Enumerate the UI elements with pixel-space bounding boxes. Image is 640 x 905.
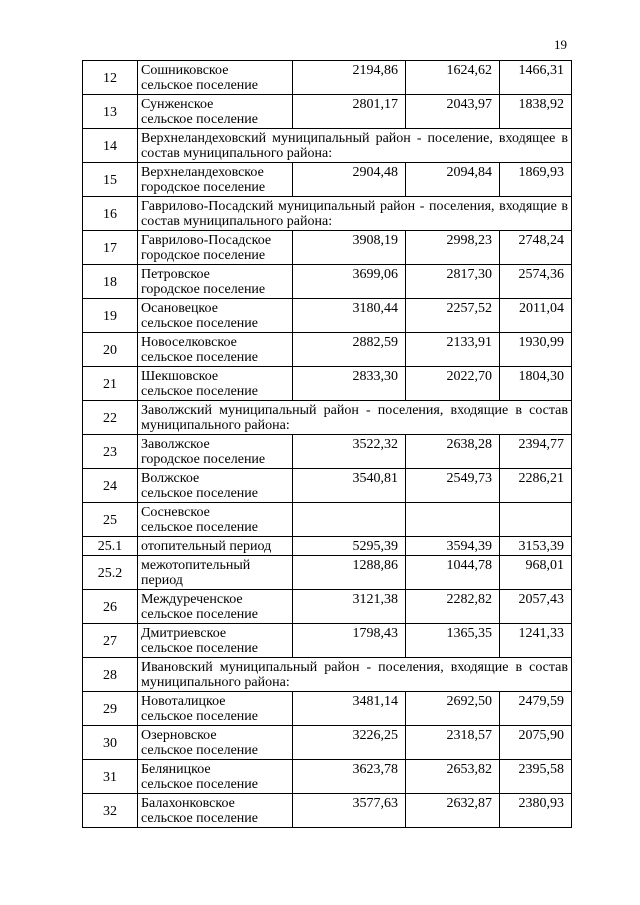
table-row xyxy=(83,624,572,658)
settlement-name xyxy=(138,624,293,658)
value-cell-1: 3522,32 xyxy=(293,435,406,469)
settlement-name-line2: городское поселение xyxy=(141,248,266,263)
settlement-name-line1: Беляницкое xyxy=(141,762,211,777)
row-number: 16 xyxy=(83,197,138,231)
row-number: 25.1 xyxy=(83,537,138,556)
settlement-name xyxy=(138,469,293,503)
value-cell-1: 3623,78 xyxy=(293,760,406,794)
settlement-name-line1: отопительный период xyxy=(141,539,272,554)
settlement-name xyxy=(138,435,293,469)
settlement-name xyxy=(138,794,293,828)
settlement-name xyxy=(138,95,293,129)
row-number: 27 xyxy=(83,624,138,658)
value-cell-2: 1624,62 xyxy=(406,61,500,95)
value-cell-1: 2833,30 xyxy=(293,367,406,401)
value-cell-1: 2882,59 xyxy=(293,333,406,367)
row-number: 25 xyxy=(83,503,138,537)
table-row xyxy=(83,367,572,401)
settlement-name-line1: Гаврилово-Посадское xyxy=(141,233,272,248)
table-row xyxy=(83,299,572,333)
row-number: 28 xyxy=(83,658,138,692)
row-number: 26 xyxy=(83,590,138,624)
value-cell-3: 3153,39 xyxy=(500,537,572,556)
value-cell-1: 2194,86 xyxy=(293,61,406,95)
value-cell-2: 2318,57 xyxy=(406,726,500,760)
settlement-name xyxy=(138,726,293,760)
settlement-name xyxy=(138,692,293,726)
settlement-name xyxy=(138,299,293,333)
value-cell-2: 3594,39 xyxy=(406,537,500,556)
table-row xyxy=(83,794,572,828)
settlement-name-line2: сельское поселение xyxy=(141,350,258,365)
value-cell-2: 2094,84 xyxy=(406,163,500,197)
value-cell-2: 1044,78 xyxy=(406,556,500,590)
value-cell-3: 2574,36 xyxy=(500,265,572,299)
row-number: 21 xyxy=(83,367,138,401)
settlement-name-line1: Междуреченское xyxy=(141,592,243,607)
value-cell-2: 1365,35 xyxy=(406,624,500,658)
value-cell-3: 2057,43 xyxy=(500,590,572,624)
settlement-name xyxy=(138,760,293,794)
settlement-name-line2: сельское поселение xyxy=(141,811,258,826)
value-cell-2: 2133,91 xyxy=(406,333,500,367)
value-cell-1: 3180,44 xyxy=(293,299,406,333)
value-cell-2 xyxy=(406,503,500,537)
value-cell-2: 2549,73 xyxy=(406,469,500,503)
table-row xyxy=(83,692,572,726)
settlement-name-line1: Новоселковское xyxy=(141,335,237,350)
settlement-name-line2: городское поселение xyxy=(141,452,266,467)
value-cell-3: 968,01 xyxy=(500,556,572,590)
row-number: 30 xyxy=(83,726,138,760)
value-cell-1: 3481,14 xyxy=(293,692,406,726)
settlement-name xyxy=(138,590,293,624)
row-number: 15 xyxy=(83,163,138,197)
settlement-name-line1: Новоталицкое xyxy=(141,694,226,709)
value-cell-3: 1804,30 xyxy=(500,367,572,401)
row-number: 12 xyxy=(83,61,138,95)
table-row xyxy=(83,590,572,624)
settlement-name xyxy=(138,231,293,265)
row-number: 23 xyxy=(83,435,138,469)
row-number: 17 xyxy=(83,231,138,265)
row-number: 19 xyxy=(83,299,138,333)
settlement-name-line2: городское поселение xyxy=(141,180,266,195)
value-cell-3: 2380,93 xyxy=(500,794,572,828)
value-cell-1: 3577,63 xyxy=(293,794,406,828)
settlement-name-line1: Сошниковское xyxy=(141,63,229,78)
settlement-name-line2: сельское поселение xyxy=(141,78,258,93)
value-cell-2: 2257,52 xyxy=(406,299,500,333)
settlement-name xyxy=(138,163,293,197)
settlement-name-line2: сельское поселение xyxy=(141,777,258,792)
settlement-name xyxy=(138,61,293,95)
value-cell-1: 1798,43 xyxy=(293,624,406,658)
settlement-name xyxy=(138,537,293,556)
row-number: 18 xyxy=(83,265,138,299)
district-heading: Верхнеландеховский муниципальный район - поселение, входящее в состав муниципального района: xyxy=(138,129,572,163)
row-number: 14 xyxy=(83,129,138,163)
value-cell-1: 3699,06 xyxy=(293,265,406,299)
district-heading: Заволжский муниципальный район - поселения, входящие в состав муниципального района: xyxy=(138,401,572,435)
value-cell-1 xyxy=(293,503,406,537)
value-cell-3: 2075,90 xyxy=(500,726,572,760)
table-row xyxy=(83,537,572,556)
settlement-name-line1: Сосневское xyxy=(141,505,210,520)
settlement-name-line2: городское поселение xyxy=(141,282,266,297)
settlement-name xyxy=(138,265,293,299)
row-number: 24 xyxy=(83,469,138,503)
settlement-name-line2: сельское поселение xyxy=(141,520,258,535)
table-row xyxy=(83,163,572,197)
settlement-name-line2: сельское поселение xyxy=(141,112,258,127)
settlement-name xyxy=(138,367,293,401)
value-cell-3: 2011,04 xyxy=(500,299,572,333)
section-header-row xyxy=(83,129,572,163)
row-number: 13 xyxy=(83,95,138,129)
value-cell-3 xyxy=(500,503,572,537)
value-cell-2: 2632,87 xyxy=(406,794,500,828)
value-cell-1: 3121,38 xyxy=(293,590,406,624)
settlement-name xyxy=(138,333,293,367)
value-cell-3: 1930,99 xyxy=(500,333,572,367)
settlement-name-line2: сельское поселение xyxy=(141,743,258,758)
table-row xyxy=(83,61,572,95)
value-cell-2: 2043,97 xyxy=(406,95,500,129)
value-cell-3: 1241,33 xyxy=(500,624,572,658)
table-row xyxy=(83,95,572,129)
page-number: 19 xyxy=(554,37,567,52)
district-heading: Гаврилово-Посадский муниципальный район - поселения, входящие в состав муниципального района: xyxy=(138,197,572,231)
value-cell-3: 2394,77 xyxy=(500,435,572,469)
value-cell-2: 2998,23 xyxy=(406,231,500,265)
settlement-name-line2: сельское поселение xyxy=(141,486,258,501)
settlement-name-line1: Петровское xyxy=(141,267,210,282)
row-number: 25.2 xyxy=(83,556,138,590)
row-number: 31 xyxy=(83,760,138,794)
table-row xyxy=(83,556,572,590)
value-cell-3: 2286,21 xyxy=(500,469,572,503)
value-cell-3: 1466,31 xyxy=(500,61,572,95)
value-cell-3: 2479,59 xyxy=(500,692,572,726)
settlement-name xyxy=(138,503,293,537)
section-header-row xyxy=(83,658,572,692)
table-row xyxy=(83,726,572,760)
value-cell-2: 2638,28 xyxy=(406,435,500,469)
table-row xyxy=(83,265,572,299)
value-cell-1: 2801,17 xyxy=(293,95,406,129)
row-number: 29 xyxy=(83,692,138,726)
value-cell-2: 2282,82 xyxy=(406,590,500,624)
settlement-name-line1: Заволжское xyxy=(141,437,210,452)
row-number: 20 xyxy=(83,333,138,367)
value-cell-3: 2748,24 xyxy=(500,231,572,265)
value-cell-2: 2817,30 xyxy=(406,265,500,299)
settlement-name-line2: сельское поселение xyxy=(141,316,258,331)
value-cell-3: 1869,93 xyxy=(500,163,572,197)
settlement-name-line1: Волжское xyxy=(141,471,200,486)
settlement-name-line1: межотопительный xyxy=(141,558,251,573)
table-row xyxy=(83,435,572,469)
table-body xyxy=(83,61,572,828)
value-cell-1: 3226,25 xyxy=(293,726,406,760)
table-row xyxy=(83,469,572,503)
settlement-name-line2: период xyxy=(141,573,183,588)
value-cell-1: 3540,81 xyxy=(293,469,406,503)
value-cell-2: 2692,50 xyxy=(406,692,500,726)
settlement-name-line1: Сунженское xyxy=(141,97,214,112)
tariff-table xyxy=(82,60,572,828)
table-row xyxy=(83,231,572,265)
value-cell-1: 5295,39 xyxy=(293,537,406,556)
settlement-name-line1: Озерновское xyxy=(141,728,217,743)
section-header-row xyxy=(83,197,572,231)
settlement-name-line2: сельское поселение xyxy=(141,709,258,724)
settlement-name-line2: сельское поселение xyxy=(141,641,258,656)
value-cell-2: 2653,82 xyxy=(406,760,500,794)
settlement-name-line2: сельское поселение xyxy=(141,384,258,399)
table-row xyxy=(83,760,572,794)
value-cell-1: 1288,86 xyxy=(293,556,406,590)
value-cell-1: 3908,19 xyxy=(293,231,406,265)
table-row xyxy=(83,333,572,367)
settlement-name-line1: Верхнеландеховское xyxy=(141,165,264,180)
district-heading: Ивановский муниципальный район - поселения, входящие в состав муниципального района: xyxy=(138,658,572,692)
settlement-name-line1: Осановецкое xyxy=(141,301,218,316)
settlement-name-line1: Балахонковское xyxy=(141,796,235,811)
value-cell-1: 2904,48 xyxy=(293,163,406,197)
row-number: 22 xyxy=(83,401,138,435)
section-header-row xyxy=(83,401,572,435)
value-cell-3: 1838,92 xyxy=(500,95,572,129)
settlement-name xyxy=(138,556,293,590)
value-cell-3: 2395,58 xyxy=(500,760,572,794)
table-row xyxy=(83,503,572,537)
settlement-name-line2: сельское поселение xyxy=(141,607,258,622)
value-cell-2: 2022,70 xyxy=(406,367,500,401)
settlement-name-line1: Дмитриевское xyxy=(141,626,227,641)
settlement-name-line1: Шекшовское xyxy=(141,369,219,384)
row-number: 32 xyxy=(83,794,138,828)
